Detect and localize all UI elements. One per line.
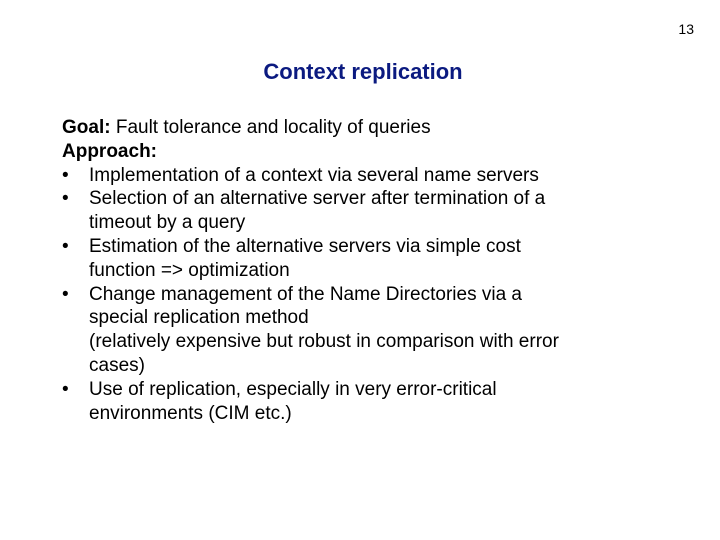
bullet-item [62,187,702,235]
goal-text: Fault tolerance and locality of queries [115,117,431,138]
bullet-list [62,164,702,426]
bullet-icon: • [62,235,69,257]
bullet-line: Use of replication, especially in very error-critical [89,378,497,400]
bullet-line: (relatively expensive but robust in comparison with error [89,331,559,353]
bullet-line: environments (CIM etc.) [89,402,292,424]
bullet-icon: • [62,188,69,210]
bullet-item [62,235,702,283]
bullet-item [62,283,702,378]
bullet-line: Estimation of the alternative servers via simple cost [89,235,521,257]
bullet-line: timeout by a query [89,212,246,234]
bullet-icon: • [62,378,69,400]
bullet-line: Implementation of a context via several name servers [89,164,539,186]
bullet-line: special replication method [89,307,309,329]
bullet-line: function => optimization [89,259,290,281]
bullet-line: cases) [89,354,145,376]
approach-line [62,140,702,164]
page-number: 13 [678,21,694,37]
bullet-line: Selection of an alternative server after termination of a [89,188,546,210]
slide-title: Context replication [263,59,463,84]
approach-label: Approach: [62,140,157,162]
goal-label: Goal: [62,117,111,138]
bullet-item [62,378,702,426]
bullet-icon: • [62,283,69,305]
bullet-item [62,164,702,188]
goal-line [62,116,702,140]
bullet-icon: • [62,164,69,186]
bullet-line: Change management of the Name Directories via a [89,283,523,305]
slide-body [62,116,702,425]
